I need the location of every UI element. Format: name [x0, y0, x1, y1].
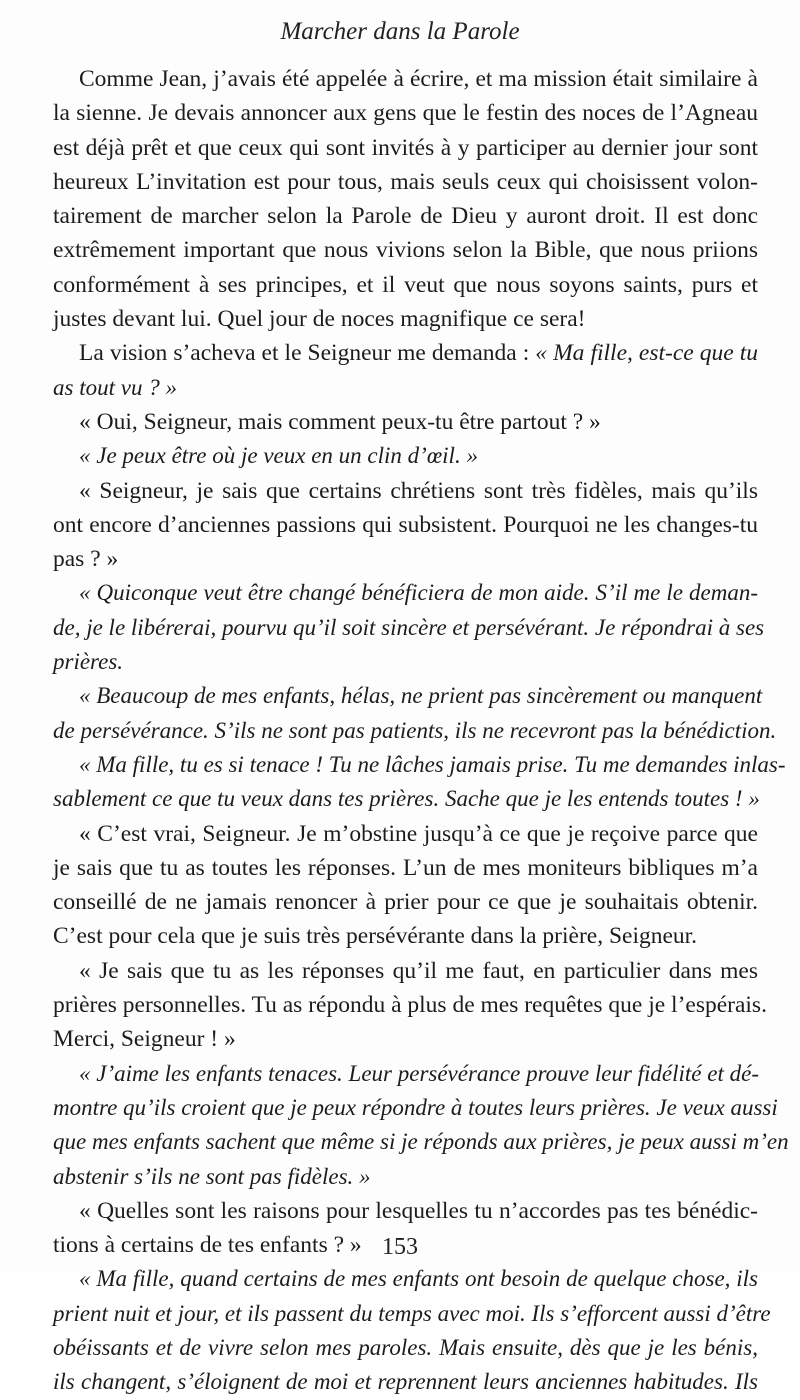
text-line: « Ma fille, quand certains de mes enfants ont besoin de quelque chose, ils: [79, 1266, 758, 1292]
text-line: « Quiconque veut être changé bénéficiera de mon aide. S’il me le deman-: [79, 580, 758, 606]
text-line: ils changent, s’éloignent de moi et reprennent leurs anciennes habitudes. Ils: [53, 1369, 758, 1395]
text-line: conformément à ses principes, et il veut que nous soyons saints, purs et: [53, 271, 758, 298]
text-line: justes devant lui. Quel jour de noces magnifique ce sera!: [53, 306, 586, 333]
text-line: conseillé de ne jamais renoncer à prier pour ce que je souhaitais obtenir.: [53, 889, 758, 916]
page-number: 153: [382, 1234, 418, 1260]
text-line: « Ma fille, tu es si tenace ! Tu ne lâches jamais prise. Tu me demandes inlas-: [79, 751, 786, 777]
text-line: as tout vu ? »: [53, 374, 177, 400]
body-text: [53, 62, 789, 1400]
text-line: [53, 336, 758, 370]
text-line: abstenir s’ils ne sont pas fidèles. »: [53, 1163, 371, 1189]
text-line: la sienne. Je devais annoncer aux gens que le festin des noces de l’Agneau: [53, 100, 758, 127]
text-line: prient nuit et jour, et ils passent du temps avec moi. Ils s’efforcent aussi d’être: [53, 1300, 771, 1326]
text-line: Comme Jean, j’avais été appelée à écrire, et ma mission était similaire à: [79, 66, 758, 92]
text-line: « J’aime les enfants tenaces. Leur persévérance prouve leur fidélité et dé-: [79, 1060, 759, 1086]
text-line: ont encore d’anciennes passions qui subsistent. Pourquoi ne les changes-tu: [53, 511, 758, 538]
text-line: « C’est vrai, Seigneur. Je m’obstine jusqu’à ce que je reçoive parce que: [79, 820, 758, 847]
text-line: « Beaucoup de mes enfants, hélas, ne prient pas sincèrement ou manquent: [79, 683, 763, 709]
text-line: de persévérance. S’ils ne sont pas patients, ils ne recevront pas la bénédiction.: [53, 717, 777, 743]
text-line: « Je sais que tu as les réponses qu’il me faut, en particulier dans mes: [79, 957, 758, 984]
text-line: tions à certains de tes enfants ? »: [53, 1232, 362, 1259]
text-line: obéissants et de vivre selon mes paroles. Mais ensuite, dès que je les bénis,: [53, 1334, 758, 1360]
text-line: « Seigneur, je sais que certains chrétiens sont très fidèles, mais qu’ils: [79, 477, 758, 504]
text-line: je sais que tu as toutes les réponses. L’un de mes moniteurs bibliques m’a: [53, 854, 758, 881]
text-line: sablement ce que tu veux dans tes prières. Sache que je les entends toutes ! »: [53, 786, 760, 812]
running-header: Marcher dans la Parole: [280, 18, 520, 45]
text-line: prières.: [53, 649, 124, 675]
text-line: C’est pour cela que je suis très persévérante dans la prière, Seigneur.: [53, 923, 698, 950]
text-line: prières personnelles. Tu as répondu à plus de mes requêtes que je l’espérais.: [53, 992, 767, 1019]
text-line: extrêmement important que nous vivions selon la Bible, que nous priions: [53, 237, 758, 264]
text-line: « Oui, Seigneur, mais comment peux-tu être partout ? »: [79, 408, 601, 435]
text-line: Merci, Seigneur ! »: [53, 1026, 236, 1053]
text-line: montre qu’ils croient que je peux répondre à toutes leurs prières. Je veux aussi: [53, 1094, 778, 1120]
text-line: que mes enfants sachent que même si je réponds aux prières, je peux aussi m’en: [53, 1129, 789, 1155]
text-line: est déjà prêt et que ceux qui sont invités à y participer au dernier jour sont: [53, 134, 758, 161]
text-line: tairement de marcher selon la Parole de Dieu y auront droit. Il est donc: [53, 203, 758, 230]
text-line: de, je le libérerai, pourvu qu’il soit sincère et persévérant. Je répondrai à ses: [53, 614, 765, 640]
text-line: « Quelles sont les raisons pour lesquelles tu n’accordes pas tes bénédic-: [79, 1197, 758, 1224]
line-italic-part: « Ma fille, est-ce que tu: [535, 340, 758, 367]
text-line: heureux L’invitation est pour tous, mais seuls ceux qui choisissent volon-: [53, 168, 758, 195]
line-roman-part: La vision s’acheva et le Seigneur me demanda :: [79, 340, 536, 367]
text-line: pas ? »: [53, 546, 119, 573]
text-line: « Je peux être où je veux en un clin d’œil. »: [79, 443, 478, 469]
